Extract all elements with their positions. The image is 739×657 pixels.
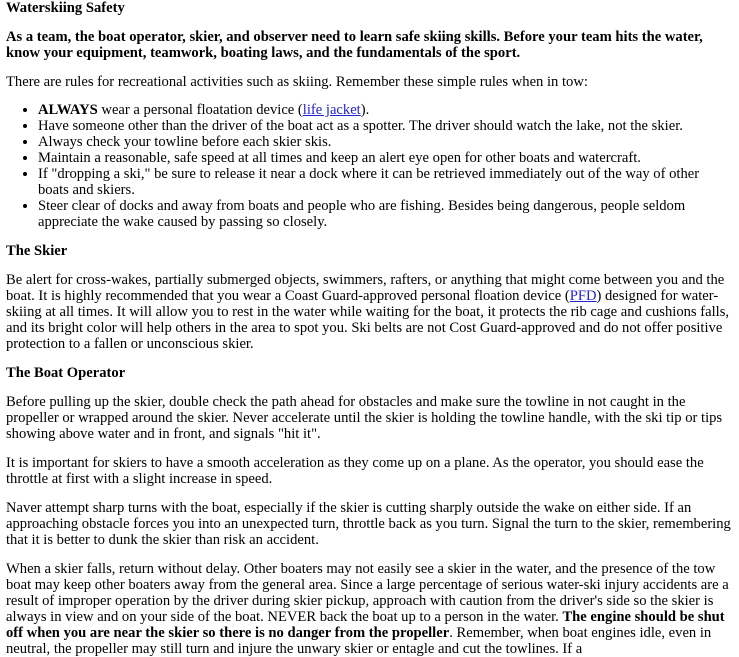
paragraph-text: ) designed for water-skiing at all times. It will allow you to rest in the water while waiting for the boat, it protects the rib cage and cushions falls, and its bright color will help others in the area to spot you. Ski belts are not Cost Guard-approved and do not offer positive protection to a fallen or unconscious skier. xyxy=(6,288,730,352)
rule-item: • Always check your towline before each skier skis. xyxy=(38,134,733,150)
rule-item: • Steer clear of docks and away from boats and people who are fishing. Besides being dangerous, people seldom appreciate the wake caused by passing so closely. xyxy=(38,198,733,230)
operator-paragraph-2: It is important for skiers to have a smooth acceleration as they come up on a plane. As the operator, you should ease the throttle at first with a slight increase in speed. xyxy=(6,455,704,487)
section-heading-skier: The Skier xyxy=(6,243,68,259)
rules-list xyxy=(6,102,733,230)
operator-paragraph-3: Naver attempt sharp turns with the boat, especially if the skier is cutting sharply outside the wake on either side. If an approaching obstacle forces you into an unexpected turn, throttle back as you turn. Signal the turn to the skier, remembering that it is better to dunk the skier than risk an accident. xyxy=(6,500,731,548)
operator-paragraph-1: Before pulling up the skier, double check the path ahead for obstacles and make sure the towline in not caught in the propeller or wrapped around the skier. Never accelerate until the skier is holding the towline handle, with the ski tip or tips showing above water and in front, and signals "hit it". xyxy=(6,394,723,442)
rule-text: ). xyxy=(360,102,370,118)
intro-paragraph: As a team, the boat operator, skier, and observer need to learn safe skiing skills. Before your team hits the water, know your equipment, teamwork, boating laws, and the fundamentals of the sport. xyxy=(6,29,703,61)
rule-item xyxy=(38,102,733,118)
paragraph-text: Be alert for cross-wakes, partially submerged objects, swimmers, rafters, or anything that might come between you and the boat. It is highly recommended that you wear a Coast Guard-approved personal floation device ( xyxy=(6,272,725,304)
rule-item: • Maintain a reasonable, safe speed at all times and keep an alert eye open for other boats and watercraft. xyxy=(38,150,733,166)
rules-lead-text: There are rules for recreational activities such as skiing. Remember these simple rules when in tow: xyxy=(6,74,588,90)
pfd-link[interactable]: PFD xyxy=(569,288,597,304)
skier-paragraph xyxy=(6,272,733,352)
rule-item: • Have someone other than the driver of the boat act as a spotter. The driver should watch the lake, not the skier. xyxy=(38,118,733,134)
paragraph-text: When a skier falls, return without delay. Other boaters may not easily see a skier in the water, and the presence of the tow boat may keep other boaters away from the general area. Since a large percentage of serious water-ski injury accidents are a result of improper operation by the driver during skier pickup, approach with caution from the driver's side so the skier is always in view and on your side of the boat. NEVER back the boat up to a person in the water. xyxy=(6,561,729,625)
page-title: Waterskiing Safety xyxy=(6,0,125,16)
rule-item: • If "dropping a ski," be sure to release it near a dock where it can be retrieved immediately out of the way of other boats and skiers. xyxy=(38,166,733,198)
section-heading-boat-operator: The Boat Operator xyxy=(6,365,126,381)
rule-text: wear a personal floatation device ( xyxy=(97,102,303,118)
rule-emphasis: ALWAYS xyxy=(38,102,98,118)
operator-paragraph-4 xyxy=(6,561,733,657)
paragraph-text: . Remember, when boat engines idle, even in neutral, the propeller may still turn and injure the unwary skier or entagle and cut the towlines. If a xyxy=(6,625,712,657)
engine-warning: The engine should be shut off when you are near the skier so there is no danger from the propeller xyxy=(6,609,725,641)
life-jacket-link[interactable]: life jacket xyxy=(302,102,361,118)
